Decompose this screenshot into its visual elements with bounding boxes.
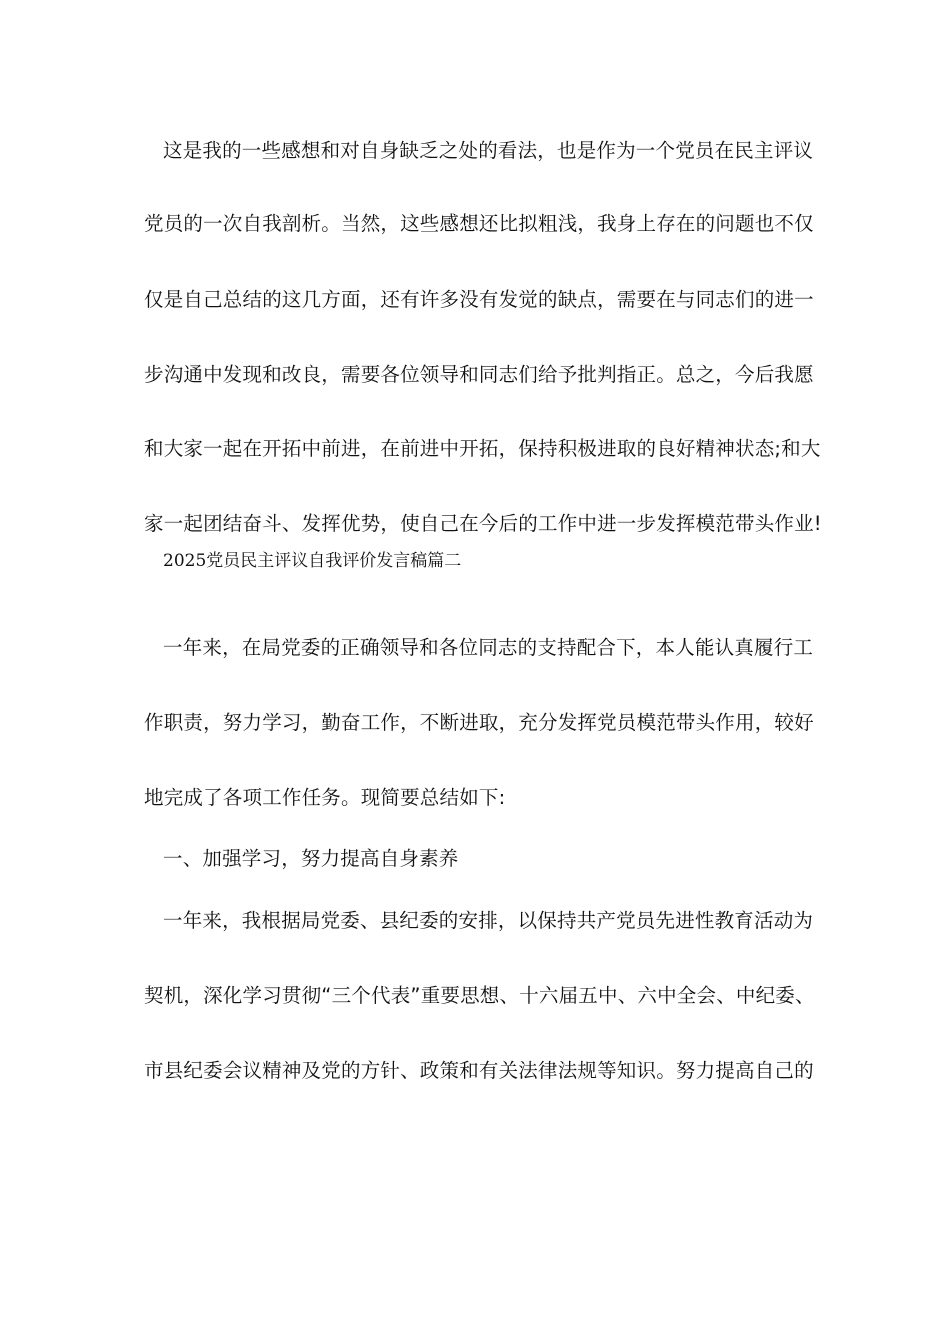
paragraph-line: 一年来，我根据局党委、县纪委的安排，以保持共产党员先进性教育活动为 — [163, 909, 814, 932]
section-heading: 2025党员民主评议自我评价发言稿篇二 — [163, 551, 462, 571]
subsection-heading: 一、加强学习，努力提高自身素养 — [163, 847, 459, 870]
paragraph-line: 党员的一次自我剖析。当然，这些感想还比拟粗浅，我身上存在的问题也不仅 — [144, 212, 814, 235]
paragraph-line: 仅是自己总结的这几方面，还有许多没有发觉的缺点，需要在与同志们的进一 — [144, 288, 814, 311]
paragraph-line: 和大家一起在开拓中前进，在前进中开拓，保持积极进取的良好精神状态;和大 — [144, 437, 821, 460]
paragraph-line: 市县纪委会议精神及党的方针、政策和有关法律法规等知识。努力提高自己的 — [144, 1059, 814, 1082]
paragraph-line: 契机，深化学习贯彻“三个代表”重要思想、十六届五中、六中全会、中纪委、 — [144, 984, 815, 1007]
paragraph-line: 步沟通中发现和改良，需要各位领导和同志们给予批判指正。总之，今后我愿 — [144, 363, 814, 386]
paragraph-line: 一年来，在局党委的正确领导和各位同志的支持配合下，本人能认真履行工 — [163, 636, 814, 659]
paragraph-line: 这是我的一些感想和对自身缺乏之处的看法，也是作为一个党员在民主评议 — [163, 139, 814, 162]
paragraph-line: 作职责，努力学习，勤奋工作，不断进取，充分发挥党员模范带头作用，较好 — [144, 711, 814, 734]
paragraph-line: 家一起团结奋斗、发挥优势，使自己在今后的工作中进一步发挥模范带头作业! — [144, 512, 822, 535]
paragraph-line: 地完成了各项工作任务。现简要总结如下: — [144, 786, 506, 809]
